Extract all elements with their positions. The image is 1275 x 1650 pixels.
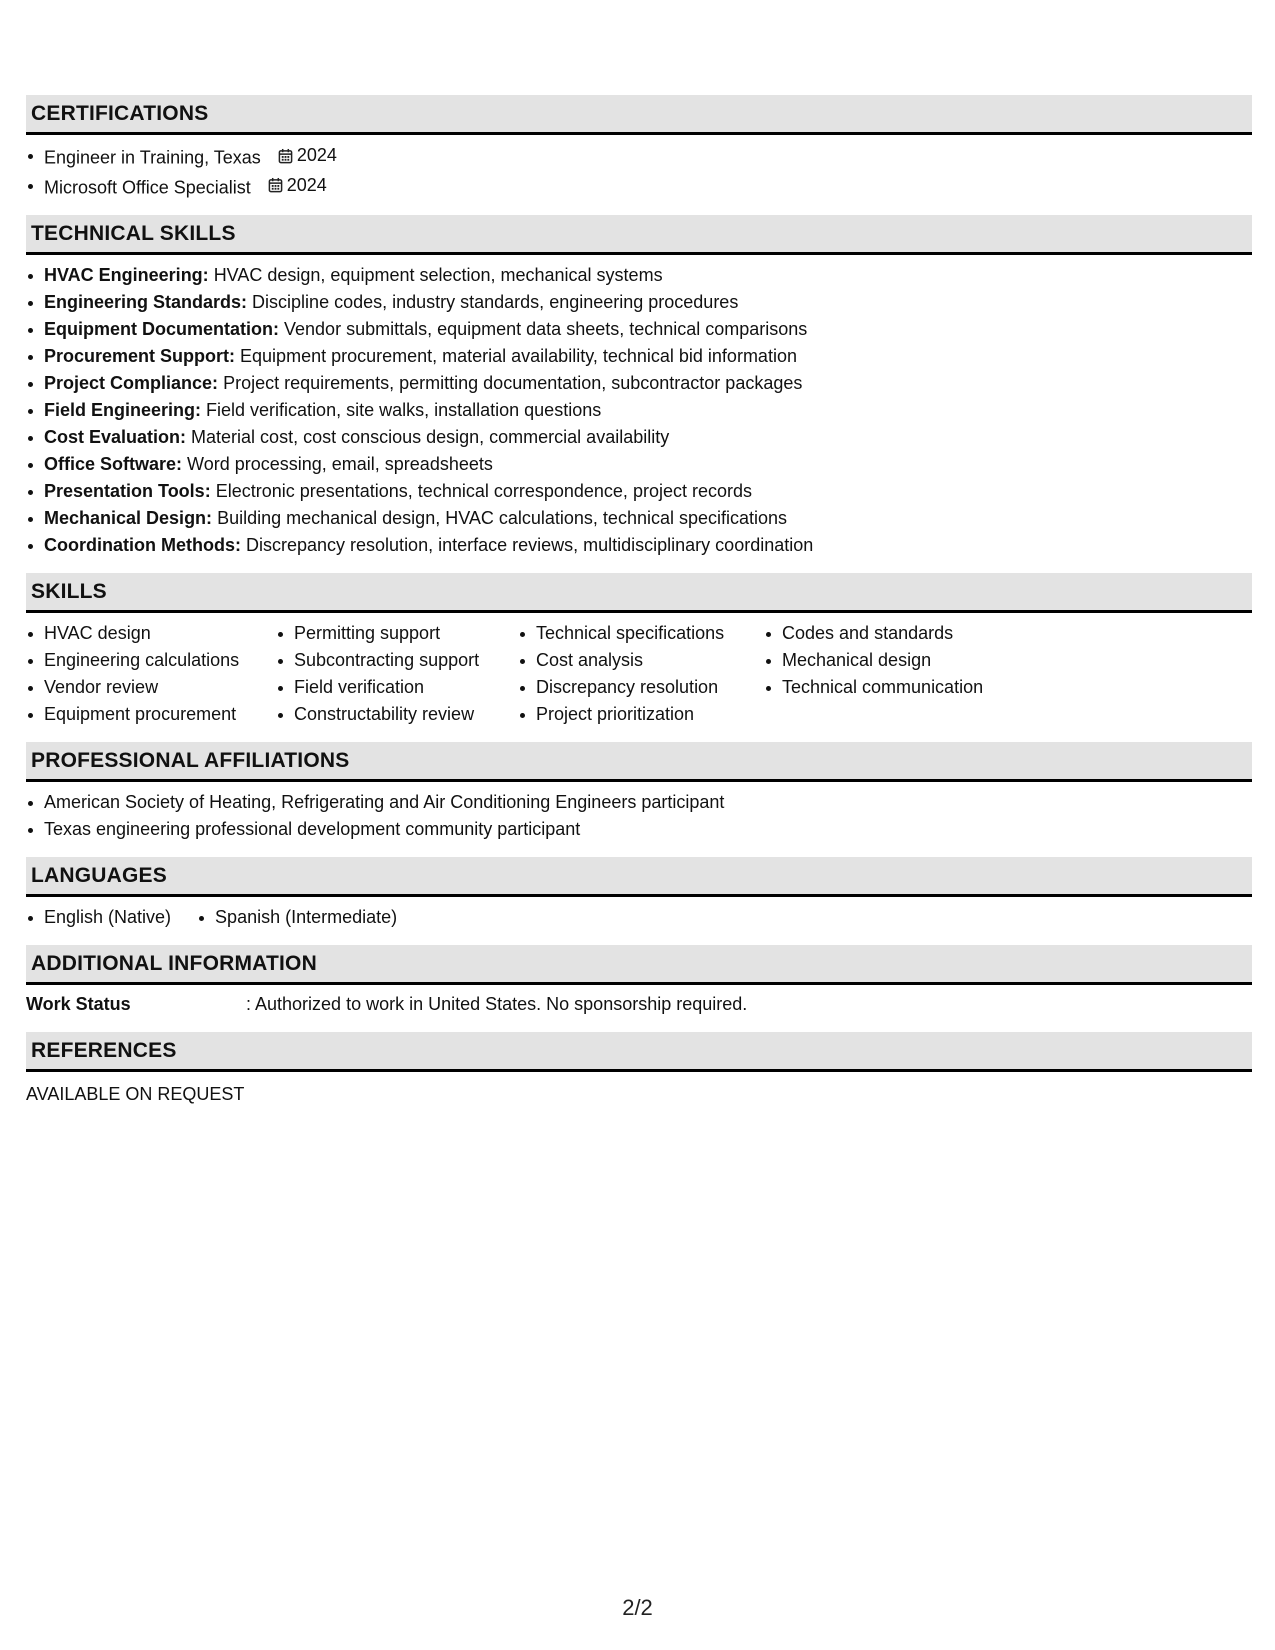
list-item (26, 262, 1252, 289)
list-item (26, 478, 1252, 505)
technical-skills-heading: TECHNICAL SKILLS (26, 215, 1252, 255)
list-item: HVAC design (26, 620, 276, 647)
skills-column (764, 620, 1024, 728)
list-item: Spanish (Intermediate) (197, 904, 397, 931)
affiliations-section (26, 742, 1252, 843)
list-item: Equipment procurement (26, 701, 276, 728)
list-item: Technical communication (764, 674, 1024, 701)
list-item: Project prioritization (518, 701, 764, 728)
list-item (26, 316, 1252, 343)
certification-year: 2024 (296, 145, 337, 165)
skill-detail: Electronic presentations, technical correspondence, project records (215, 481, 752, 501)
list-item (26, 370, 1252, 397)
skill-category: Coordination Methods: (44, 535, 241, 555)
certification-name: Engineer in Training, Texas (44, 147, 261, 168)
list-item: Subcontracting support (276, 647, 518, 674)
skill-detail: Vendor submittals, equipment data sheets, technical comparisons (284, 319, 808, 339)
skill-detail: Equipment procurement, material availability, technical bid information (240, 346, 797, 366)
list-item (26, 172, 1252, 202)
skill-category: Engineering Standards: (44, 292, 248, 312)
list-item (26, 142, 1252, 172)
list-item: Codes and standards (764, 620, 1024, 647)
skill-detail: Project requirements, permitting documentation, subcontractor packages (223, 373, 803, 393)
skill-detail: Building mechanical design, HVAC calculations, technical specifications (217, 508, 788, 528)
list-item: Mechanical design (764, 647, 1024, 674)
certifications-section (26, 95, 1252, 201)
calendar-icon (268, 177, 283, 193)
work-status-label: Work Status (26, 994, 131, 1014)
list-item (26, 289, 1252, 316)
list-item: Discrepancy resolution (518, 674, 764, 701)
skill-category: Cost Evaluation: (44, 427, 187, 447)
skills-column (26, 620, 276, 728)
skill-detail: Field verification, site walks, installation questions (206, 400, 602, 420)
skill-detail: Word processing, email, spreadsheets (187, 454, 493, 474)
references-text: AVAILABLE ON REQUEST (26, 1084, 245, 1104)
skills-grid (26, 613, 1252, 728)
list-item: Permitting support (276, 620, 518, 647)
skill-category: Procurement Support: (44, 346, 236, 366)
languages-section (26, 857, 1252, 931)
skill-category: Presentation Tools: (44, 481, 211, 501)
list-item (26, 397, 1252, 424)
skill-detail: HVAC design, equipment selection, mechanical systems (213, 265, 663, 285)
page-number: 2/2 (622, 1595, 653, 1620)
technical-skills-list (26, 255, 1252, 559)
certification-date (278, 142, 337, 169)
list-item: Texas engineering professional development community participant (26, 816, 1252, 843)
skills-column (518, 620, 764, 728)
resume-page (26, 95, 1252, 1122)
skills-section (26, 573, 1252, 728)
calendar-icon (278, 148, 293, 164)
list-item (26, 505, 1252, 532)
additional-info-section (26, 945, 1252, 1018)
skill-detail: Discrepancy resolution, interface reviews, multidisciplinary coordination (246, 535, 814, 555)
list-item (26, 424, 1252, 451)
certifications-heading: CERTIFICATIONS (26, 95, 1252, 135)
skills-column (276, 620, 518, 728)
list-item (26, 451, 1252, 478)
list-item (26, 343, 1252, 370)
list-item: Constructability review (276, 701, 518, 728)
skill-category: Equipment Documentation: (44, 319, 279, 339)
certifications-list (26, 135, 1252, 201)
work-status-row (26, 985, 1252, 1018)
work-status-value: : Authorized to work in United States. No sponsorship required. (246, 994, 748, 1014)
certification-name: Microsoft Office Specialist (44, 177, 251, 197)
list-item: Field verification (276, 674, 518, 701)
list-item: Engineering calculations (26, 647, 276, 674)
additional-info-heading: ADDITIONAL INFORMATION (26, 945, 1252, 985)
skill-category: Mechanical Design: (44, 508, 213, 528)
languages-heading: LANGUAGES (26, 857, 1252, 897)
skill-detail: Material cost, cost conscious design, commercial availability (191, 427, 670, 447)
skill-category: Field Engineering: (44, 400, 202, 420)
skills-heading: SKILLS (26, 573, 1252, 613)
list-item: American Society of Heating, Refrigerating and Air Conditioning Engineers participant (26, 789, 1252, 816)
list-item: English (Native) (26, 904, 171, 931)
technical-skills-section (26, 215, 1252, 559)
list-item: Cost analysis (518, 647, 764, 674)
list-item (26, 532, 1252, 559)
certification-year: 2024 (286, 174, 327, 195)
affiliations-heading: PROFESSIONAL AFFILIATIONS (26, 742, 1252, 782)
affiliations-list (26, 782, 1252, 843)
references-heading: REFERENCES (26, 1032, 1252, 1072)
list-item: Technical specifications (518, 620, 764, 647)
certification-date (268, 172, 327, 199)
skill-category: Project Compliance: (44, 373, 219, 393)
skill-detail: Discipline codes, industry standards, engineering procedures (252, 292, 739, 312)
skill-category: Office Software: (44, 454, 183, 474)
skill-category: HVAC Engineering: (44, 265, 209, 285)
references-section (26, 1032, 1252, 1108)
list-item: Vendor review (26, 674, 276, 701)
languages-list (26, 897, 1252, 931)
